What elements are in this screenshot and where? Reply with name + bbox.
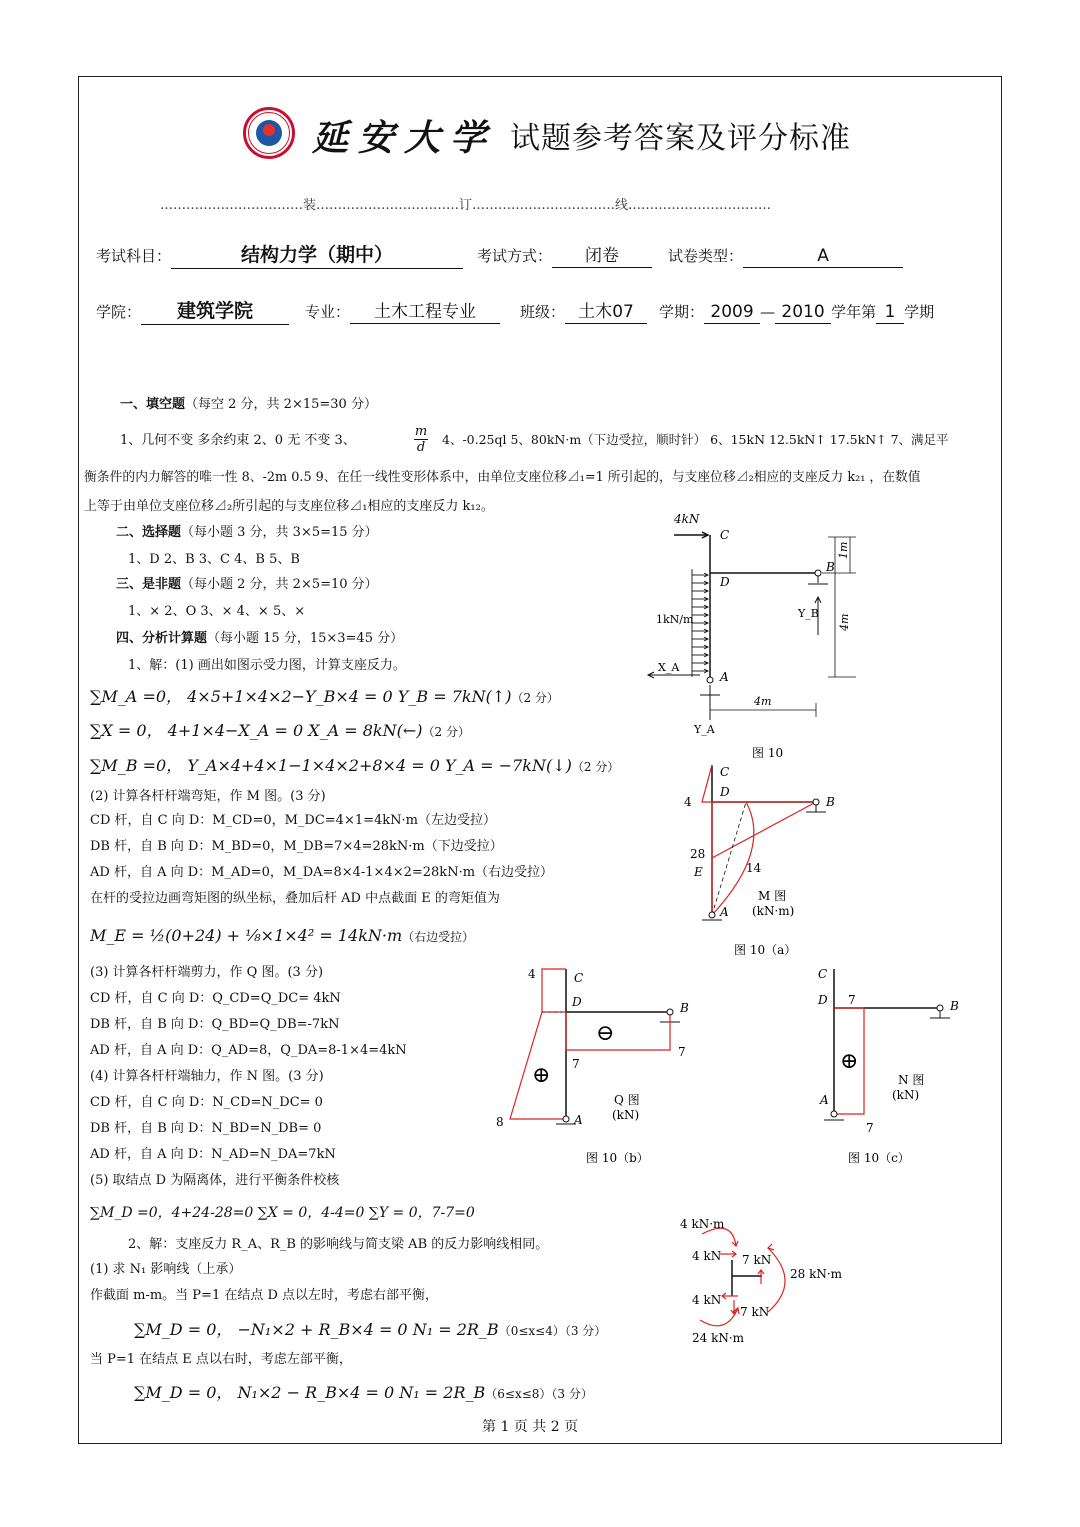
major-label: 专业：: [305, 303, 351, 321]
value-14: 14: [746, 861, 762, 875]
figure-10b-caption: 图 10（b）: [586, 1151, 649, 1165]
class-label: 班级：: [520, 303, 566, 321]
m-diagram-title: M 图: [758, 889, 787, 903]
section-4-heading: [116, 632, 403, 645]
axial-cd: CD 杆，自 C 向 D：N_CD=N_DC= 0: [90, 1095, 323, 1110]
section-1-line-3: 上等于由单位支座位移⊿₂所引起的与支座位移⊿₁相应的支座反力 k₁₂。: [84, 499, 494, 514]
section-4-title: 四、分析计算题: [116, 631, 208, 646]
mode-label: 考试方式：: [477, 247, 553, 265]
class-value: 土木07: [565, 297, 647, 324]
year-dash: —: [760, 303, 776, 321]
label-4m-horizontal: 4m: [754, 695, 772, 708]
joint-force-7-bottom: 7 kN: [740, 1305, 770, 1319]
value-28: 28: [690, 847, 706, 861]
section-1-line-1b: 4、-0.25ql 5、80kN·m（下边受拉，顺时针） 6、15kN 12.5kN↑ 17.5kN↑ 7、满足平: [442, 432, 949, 447]
section-2-answers: 1、D 2、B 3、C 4、B 5、B: [128, 552, 300, 567]
positive-sign-icon: ⊕: [840, 1049, 859, 1074]
joint-force-4-top: 4 kN: [692, 1249, 722, 1263]
question-2-eq-1-text: ∑M_D = 0， −N₁×2 + R_B×4 = 0 N₁ = 2R_B: [134, 1320, 499, 1339]
section-1-line-2: 衡条件的内力解答的唯一性 8、-2m 0.5 9、在任一线性变形体系中，由单位支座位移⊿₁=1 所引起的，与支座位移⊿₂相应的支座反力 k₂₁ ，在数值: [84, 470, 921, 485]
university-seal-icon: [243, 107, 295, 159]
binding-line: ……………………………装……………………………订……………………………线……………………………: [160, 198, 771, 213]
question-2-eq-1: [134, 1317, 606, 1340]
label-d: D: [818, 993, 828, 1007]
section-4-note: （每小题 15 分，15×3=45 分）: [207, 631, 404, 646]
label-a: A: [820, 1093, 829, 1107]
fraction: [414, 425, 428, 456]
year-to: 2010: [775, 302, 831, 324]
question-1-intro: 1、解：(1) 画出如图示受力图，计算支座反力。: [128, 658, 406, 673]
label-e: E: [694, 865, 703, 879]
figure-10a-moment-diagram: [672, 760, 842, 965]
label-a: A: [720, 905, 729, 919]
document-title: 试题参考答案及评分标准: [510, 121, 851, 156]
question-2-right: 当 P=1 在结点 E 点以右时，考虑左部平衡，: [90, 1352, 352, 1367]
moment-e: [90, 926, 474, 945]
label-b: B: [826, 795, 835, 809]
year-from: 2009: [704, 302, 760, 324]
equation-1-points: （2 分）: [511, 691, 559, 705]
figure-10a-caption: 图 10（a）: [734, 943, 797, 957]
label-yb: Y_B: [798, 607, 819, 620]
page-number: 第 1 页 共 2 页: [482, 1419, 579, 1435]
question-2-eq-1-note: （0≤x≤4）（3 分）: [498, 1324, 607, 1338]
value-4: 4: [684, 795, 692, 809]
support-a-pin-icon: [707, 677, 713, 683]
axial-db: DB 杆，自 B 向 D：N_BD=N_DB= 0: [90, 1121, 322, 1136]
joint-moment-28: 28 kN·m: [790, 1267, 843, 1281]
equation-2-points: （2 分）: [422, 725, 470, 739]
equation-2-text: ∑X = 0， 4+1×4−X_A = 0 X_A = 8kN(←): [90, 721, 423, 740]
label-4kn: 4kN: [674, 512, 700, 526]
support-b-pin-icon: [815, 570, 821, 576]
subject-label: 考试科目：: [96, 247, 172, 265]
value-4: 4: [528, 967, 536, 981]
paper-label: 试卷类型：: [668, 247, 744, 265]
figure-10-force-diagram: [640, 505, 880, 775]
label-ya: Y_A: [694, 723, 715, 736]
label-c: C: [818, 967, 828, 981]
axial-ad: AD 杆，自 A 向 D：N_AD=N_DA=7kN: [90, 1147, 336, 1162]
check-title: (5) 取结点 D 为隔离体，进行平衡条件校核: [90, 1173, 340, 1188]
label-b: B: [680, 1001, 689, 1015]
section-2-heading: [116, 526, 378, 539]
check-equations: ∑M_D =0，4+24-28=0 ∑X = 0，4-4=0 ∑Y = 0，7-7=0: [90, 1205, 475, 1221]
equation-1: [90, 684, 559, 707]
label-a: A: [720, 670, 729, 684]
equation-3-text: ∑M_B =0， Y_A×4+4×1−1×4×2+8×4 = 0 Y_A = −7kN(↓): [90, 756, 572, 775]
section-1-heading: [120, 398, 377, 411]
moment-note: 在杆的受拉边画弯矩图的纵坐标，叠加后杆 AD 中点截面 E 的弯矩值为: [90, 891, 500, 906]
shear-title: (3) 计算各杆杆端剪力，作 Q 图。(3 分): [90, 965, 324, 980]
exam-info-row-1: [96, 240, 903, 269]
college-label: 学院：: [96, 303, 142, 321]
shear-ad: AD 杆，自 A 向 D：Q_AD=8，Q_DA=8-1×4=4kN: [90, 1043, 407, 1058]
moment-db: DB 杆，自 B 向 D：M_BD=0，M_DB=7×4=28kN·m（下边受拉）: [90, 839, 503, 854]
section-3-title: 三、是非题: [116, 577, 182, 592]
question-2-intro: 2、解：支座反力 R_A、R_B 的影响线与简支梁 AB 的反力影响线相同。: [128, 1237, 549, 1252]
fraction-numerator: m: [414, 424, 428, 439]
label-c: C: [574, 971, 584, 985]
positive-sign-icon: ⊕: [532, 1063, 551, 1088]
equation-3-points: （2 分）: [571, 760, 620, 774]
shear-db: DB 杆，自 B 向 D：Q_BD=Q_DB=-7kN: [90, 1017, 340, 1032]
label-b: B: [950, 999, 959, 1013]
moment-e-note: （右边受拉）: [402, 930, 475, 944]
section-2-note: （每小题 3 分，共 3×5=15 分）: [181, 525, 378, 540]
q-diagram-title: Q 图: [614, 1093, 640, 1107]
n-diagram-title: N 图: [898, 1073, 925, 1087]
section-3-heading: [116, 578, 378, 591]
term-value: 1: [876, 302, 904, 324]
value-7-left: 7: [572, 1057, 580, 1071]
figure-10b-shear-diagram: [494, 964, 694, 1169]
joint-moment-24: 24 kN·m: [692, 1331, 745, 1345]
joint-d-free-body: [672, 1212, 862, 1352]
section-1-note: （每空 2 分，共 2×15=30 分）: [185, 397, 377, 412]
moment-ad: AD 杆，自 A 向 D：M_AD=0，M_DA=8×4-1×4×2=28kN·m（右边受拉）: [90, 865, 554, 880]
term-label: 学期：: [659, 303, 705, 321]
label-d: D: [720, 785, 730, 799]
section-3-note: （每小题 2 分，共 2×5=10 分）: [181, 577, 378, 592]
equation-3: [90, 753, 619, 776]
university-name: 延安大学: [312, 117, 497, 159]
term-suffix: 学期: [904, 303, 935, 321]
fraction-denominator: d: [416, 440, 426, 455]
equation-1-text: ∑M_A =0， 4×5+1×4×2−Y_B×4 = 0 Y_B = 7kN(↑): [90, 687, 512, 706]
section-1-title: 一、填空题: [120, 397, 186, 412]
joint-moment-4: 4 kN·m: [680, 1217, 725, 1231]
joint-force-4-bottom: 4 kN: [692, 1293, 722, 1307]
moment-title: (2) 计算各杆杆端弯矩，作 M 图。(3 分): [90, 789, 326, 804]
value-8: 8: [496, 1115, 504, 1129]
college-value: 建筑学院: [141, 296, 289, 325]
value-7-bottom: 7: [866, 1121, 874, 1135]
joint-force-7-top: 7 kN: [742, 1253, 772, 1267]
label-4m-vertical: 4m: [838, 613, 851, 631]
subject-value: 结构力学（期中）: [171, 240, 463, 269]
axial-title: (4) 计算各杆杆端轴力，作 N 图。(3 分): [90, 1069, 324, 1084]
question-2-eq-2: [134, 1380, 593, 1403]
major-value: 土木工程专业: [350, 297, 500, 324]
year-suffix: 学年第: [831, 303, 877, 321]
paper-value: A: [743, 246, 903, 268]
n-diagram-unit: (kN): [892, 1088, 920, 1102]
label-d: D: [720, 575, 730, 589]
label-a: A: [574, 1113, 583, 1127]
label-dist-load: 1kN/m: [656, 613, 694, 626]
value-7-top: 7: [848, 993, 856, 1007]
m-diagram-unit: (kN·m): [752, 904, 795, 918]
mode-value: 闭卷: [552, 241, 652, 268]
label-1m: 1m: [837, 541, 850, 559]
section-1-line-1a: 1、几何不变 多余约束 2、0 无 不变 3、: [120, 433, 356, 448]
equation-2: [90, 718, 470, 741]
q-diagram-unit: (kN): [612, 1108, 640, 1122]
negative-sign-icon: ⊖: [596, 1021, 615, 1046]
moment-e-text: M_E = ½(0+24) + ⅛×1×4² = 14kN·m: [90, 926, 403, 945]
moment-cd: CD 杆，自 C 向 D：M_CD=0，M_DC=4×1=4kN·m（左边受拉）: [90, 813, 496, 828]
value-7-right: 7: [678, 1045, 686, 1059]
exam-info-row-2: [96, 296, 934, 325]
label-d: D: [572, 995, 582, 1009]
label-b: B: [826, 560, 835, 574]
question-2-eq-2-text: ∑M_D = 0， N₁×2 − R_B×4 = 0 N₁ = 2R_B: [134, 1383, 486, 1402]
question-2-cut: 作截面 m-m。当 P=1 在结点 D 点以左时，考虑右部平衡，: [90, 1288, 439, 1303]
section-3-answers: 1、× 2、O 3、× 4、× 5、×: [128, 604, 306, 619]
section-2-title: 二、选择题: [116, 525, 182, 540]
question-2-eq-2-note: （6≤x≤8）（3 分）: [485, 1387, 593, 1401]
figure-10c-axial-diagram: [812, 964, 972, 1169]
label-c: C: [720, 528, 730, 542]
shear-cd: CD 杆，自 C 向 D：Q_CD=Q_DC= 4kN: [90, 991, 341, 1006]
label-xa: X_A: [658, 661, 680, 674]
figure-10c-caption: 图 10（c）: [848, 1151, 910, 1165]
question-2-n1: (1) 求 N₁ 影响线（上承）: [90, 1262, 242, 1277]
shear-fill-lines: [510, 969, 670, 1119]
figure-10-caption: 图 10: [752, 746, 784, 760]
label-c: C: [720, 765, 730, 779]
